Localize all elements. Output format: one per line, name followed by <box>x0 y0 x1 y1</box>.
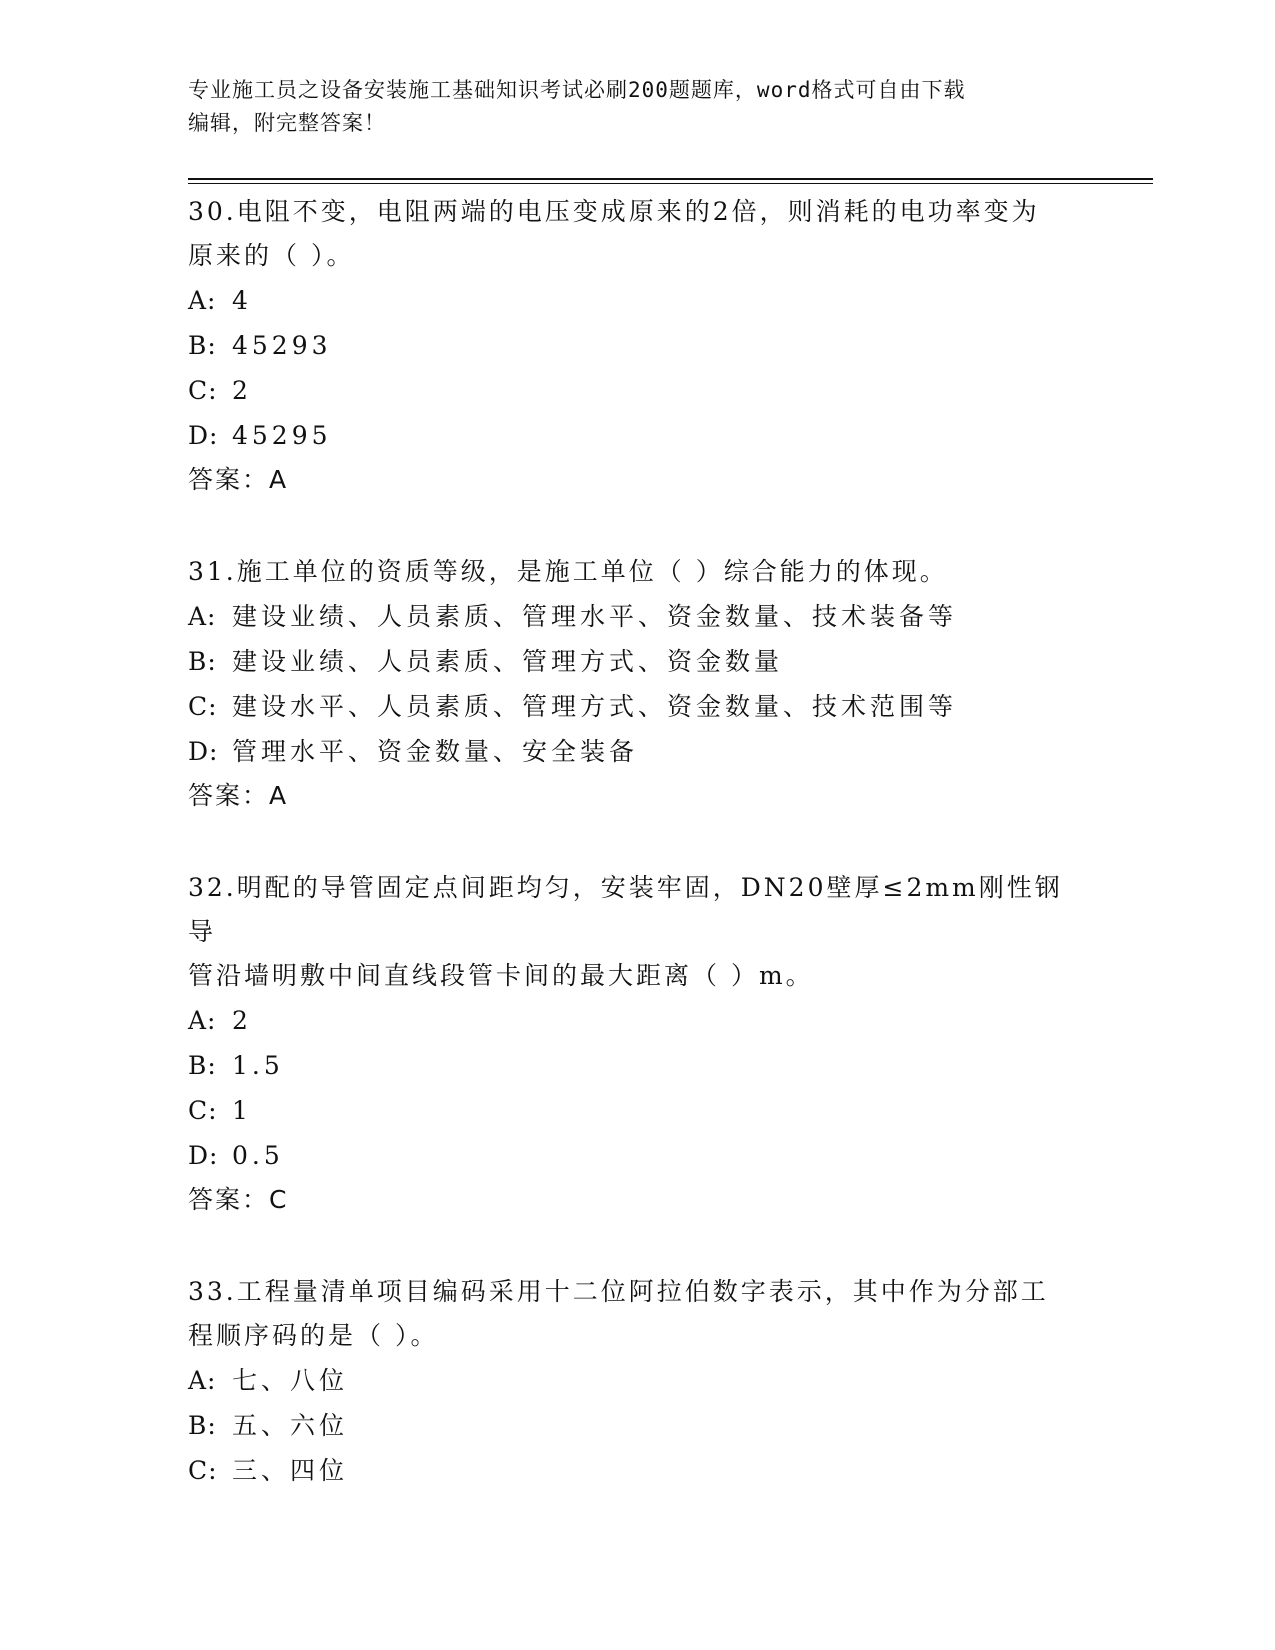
header-line-1: 专业施工员之设备安装施工基础知识考试必刷200题题库，word格式可自由下载 <box>188 78 966 102</box>
option-c <box>188 368 1088 413</box>
question-text: 31.施工单位的资质等级，是施工单位（ ）综合能力的体现。 <box>188 557 948 586</box>
option-a <box>188 278 1088 323</box>
option-text: 1 <box>232 1096 252 1125</box>
option-text: 建设水平、人员素质、管理方式、资金数量、技术范围等 <box>232 692 958 721</box>
option-text: 管理水平、资金数量、安全装备 <box>232 737 639 766</box>
question-list <box>188 190 1088 1493</box>
option-b <box>188 639 1088 684</box>
option-letter: B: <box>188 1051 217 1080</box>
answer-line: 答案：A <box>188 465 289 494</box>
option-letter: D: <box>188 421 219 450</box>
option-text: 建设业绩、人员素质、管理水平、资金数量、技术装备等 <box>232 602 958 631</box>
question-spacer <box>188 818 1088 866</box>
question-text: 32.明配的导管固定点间距均匀，安装牢固，DN20壁厚≤2mm刚性钢导 <box>188 873 1063 946</box>
option-b <box>188 1403 1088 1448</box>
option-text: 建设业绩、人员素质、管理方式、资金数量 <box>232 647 784 676</box>
question-33 <box>188 1270 1088 1493</box>
option-text: 七、八位 <box>232 1366 349 1395</box>
option-text: 45293 <box>232 331 332 360</box>
option-d <box>188 413 1088 458</box>
option-a <box>188 1358 1088 1403</box>
question-spacer <box>188 502 1088 550</box>
option-c <box>188 1088 1088 1133</box>
option-letter: A: <box>188 1006 217 1035</box>
option-text: 2 <box>232 1006 252 1035</box>
question-spacer <box>188 1222 1088 1270</box>
option-d <box>188 1133 1088 1178</box>
option-letter: D: <box>188 1141 219 1170</box>
question-text-continued: 管沿墙明敷中间直线段管卡间的最大距离（ ）m。 <box>188 961 814 990</box>
answer-line: 答案：C <box>188 1185 289 1214</box>
option-a <box>188 998 1088 1043</box>
option-letter: D: <box>188 737 219 766</box>
option-b <box>188 1043 1088 1088</box>
option-text: 2 <box>232 376 252 405</box>
question-32 <box>188 866 1088 1222</box>
option-letter: B: <box>188 1411 217 1440</box>
option-text: 45295 <box>232 421 332 450</box>
question-30 <box>188 190 1088 502</box>
option-text: 0.5 <box>232 1141 284 1170</box>
header-line-2: 编辑，附完整答案！ <box>188 111 386 135</box>
question-31 <box>188 550 1088 818</box>
option-c <box>188 684 1088 729</box>
option-b <box>188 323 1088 368</box>
option-letter: C: <box>188 1096 218 1125</box>
question-text-continued: 原来的（ ）。 <box>188 241 355 270</box>
header-divider-thin <box>188 183 1153 184</box>
option-letter: B: <box>188 331 217 360</box>
option-a <box>188 594 1088 639</box>
option-letter: B: <box>188 647 217 676</box>
option-text: 五、六位 <box>232 1411 349 1440</box>
question-text: 30.电阻不变，电阻两端的电压变成原来的2倍，则消耗的电功率变为 <box>188 197 1040 226</box>
option-text: 1.5 <box>232 1051 284 1080</box>
option-letter: A: <box>188 286 217 315</box>
option-letter: C: <box>188 376 218 405</box>
question-text-continued: 程顺序码的是（ ）。 <box>188 1321 439 1350</box>
option-d <box>188 729 1088 774</box>
document-header <box>188 74 1088 140</box>
header-divider-thick <box>188 178 1153 180</box>
option-letter: A: <box>188 602 217 631</box>
question-text: 33.工程量清单项目编码采用十二位阿拉伯数字表示，其中作为分部工 <box>188 1277 1049 1306</box>
option-letter: C: <box>188 692 218 721</box>
option-text: 4 <box>232 286 252 315</box>
option-c <box>188 1448 1088 1493</box>
option-letter: A: <box>188 1366 217 1395</box>
option-text: 三、四位 <box>232 1456 349 1485</box>
option-letter: C: <box>188 1456 218 1485</box>
answer-line: 答案：A <box>188 781 289 810</box>
